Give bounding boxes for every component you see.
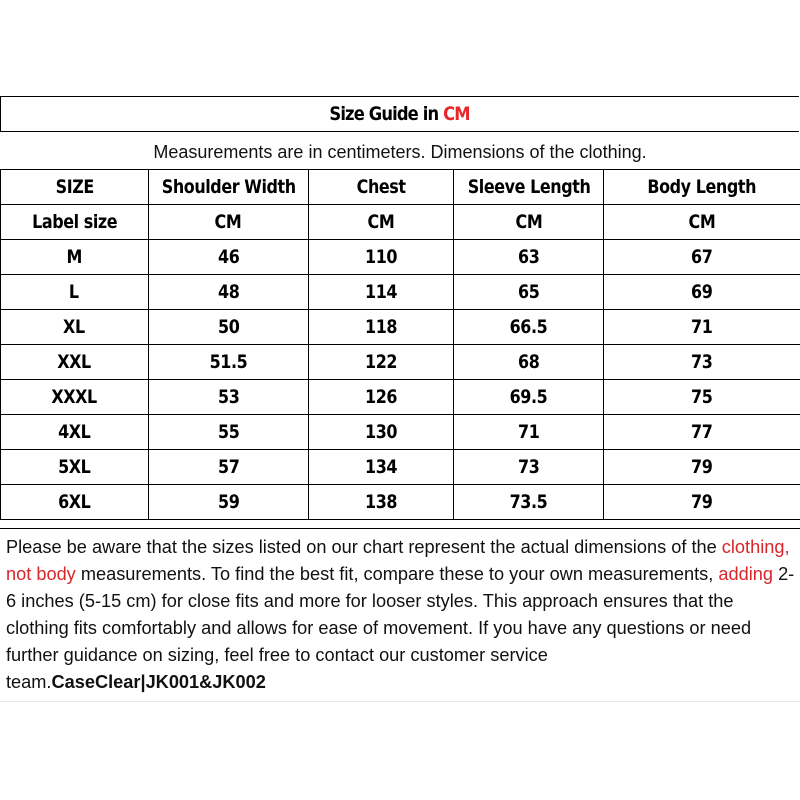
note-highlight-clothing: clothing, not body — [6, 537, 790, 584]
unit-cell: CM — [454, 205, 604, 240]
measurement-cell: 134 — [308, 450, 453, 485]
measurement-cell: 57 — [148, 450, 308, 485]
measurement-cell: 79 — [604, 485, 800, 520]
measurement-cell: 79 — [604, 450, 800, 485]
measurement-cell: 126 — [308, 380, 453, 415]
size-label-cell: XXL — [1, 345, 149, 380]
size-rows — [1, 240, 800, 520]
fit-advice-paragraph — [0, 528, 800, 702]
note-text-2: measurements. To find the best fit, compare these to your own measurements, — [75, 564, 719, 584]
measurement-cell: 48 — [148, 275, 308, 310]
measurement-note: Measurements are in centimeters. Dimensions of the clothing. — [153, 142, 647, 162]
measurement-cell: 59 — [148, 485, 308, 520]
measurement-cell: 63 — [454, 240, 604, 275]
unit-cell: CM — [604, 205, 800, 240]
size-label-cell: XL — [1, 310, 149, 345]
measurement-cell: 122 — [308, 345, 453, 380]
header-cell-sleeve-length: Sleeve Length — [454, 170, 604, 205]
measurement-cell: 65 — [454, 275, 604, 310]
measurement-cell: 69 — [604, 275, 800, 310]
table-row — [1, 345, 800, 380]
unit-cell: CM — [308, 205, 453, 240]
measurement-cell: 53 — [148, 380, 308, 415]
measurement-cell: 114 — [308, 275, 453, 310]
size-label-cell: 4XL — [1, 415, 149, 450]
header-cell-shoulder-width: Shoulder Width — [148, 170, 308, 205]
header-cell-chest: Chest — [308, 170, 453, 205]
measurement-cell: 55 — [148, 415, 308, 450]
size-label-cell: M — [1, 240, 149, 275]
table-row — [1, 310, 800, 345]
measurement-cell: 73 — [604, 345, 800, 380]
header-row — [1, 170, 800, 205]
table-row — [1, 275, 800, 310]
measurement-cell: 130 — [308, 415, 453, 450]
table-row — [1, 415, 800, 450]
measurement-cell: 77 — [604, 415, 800, 450]
title-unit-accent: CM — [443, 103, 471, 125]
measurement-cell: 138 — [308, 485, 453, 520]
note-text-1: Please be aware that the sizes listed on our chart represent the actual dimensions of the — [6, 537, 722, 557]
measurement-cell: 66.5 — [454, 310, 604, 345]
measurement-cell: 110 — [308, 240, 453, 275]
note-text-3: 2-6 inches (5-15 cm) for close fits and more for looser styles. This approach ensures that the clothing fits comfortably and allows for ease of movement. If you have any questions or need further guidance on sizing, feel free to contact our customer service team. — [6, 564, 795, 692]
table-row — [1, 380, 800, 415]
size-label-cell: XXXL — [1, 380, 149, 415]
measurement-cell: 118 — [308, 310, 453, 345]
header-cell-body-length: Body Length — [604, 170, 800, 205]
measurement-cell: 71 — [454, 415, 604, 450]
table-row — [1, 485, 800, 520]
table-row — [1, 450, 800, 485]
table-row — [1, 240, 800, 275]
measurement-cell: 46 — [148, 240, 308, 275]
measurement-cell: 75 — [604, 380, 800, 415]
measurement-cell: 71 — [604, 310, 800, 345]
measurement-cell: 73 — [454, 450, 604, 485]
title-text: Size Guide in — [329, 103, 444, 125]
brand-label: CaseClear|JK001&JK002 — [51, 672, 266, 692]
size-label-cell: L — [1, 275, 149, 310]
measurement-cell: 67 — [604, 240, 800, 275]
header-cell-size: SIZE — [1, 170, 149, 205]
size-label-cell: 5XL — [1, 450, 149, 485]
size-label-cell: 6XL — [1, 485, 149, 520]
measurement-cell: 69.5 — [454, 380, 604, 415]
size-table — [0, 169, 800, 520]
note-highlight-adding: adding — [718, 564, 774, 584]
measurement-cell: 50 — [148, 310, 308, 345]
unit-row — [1, 205, 800, 240]
measurement-cell: 73.5 — [454, 485, 604, 520]
measurement-cell: 51.5 — [148, 345, 308, 380]
unit-cell: CM — [148, 205, 308, 240]
measurement-cell: 68 — [454, 345, 604, 380]
unit-cell: Label size — [1, 205, 149, 240]
size-guide-title — [0, 96, 799, 132]
